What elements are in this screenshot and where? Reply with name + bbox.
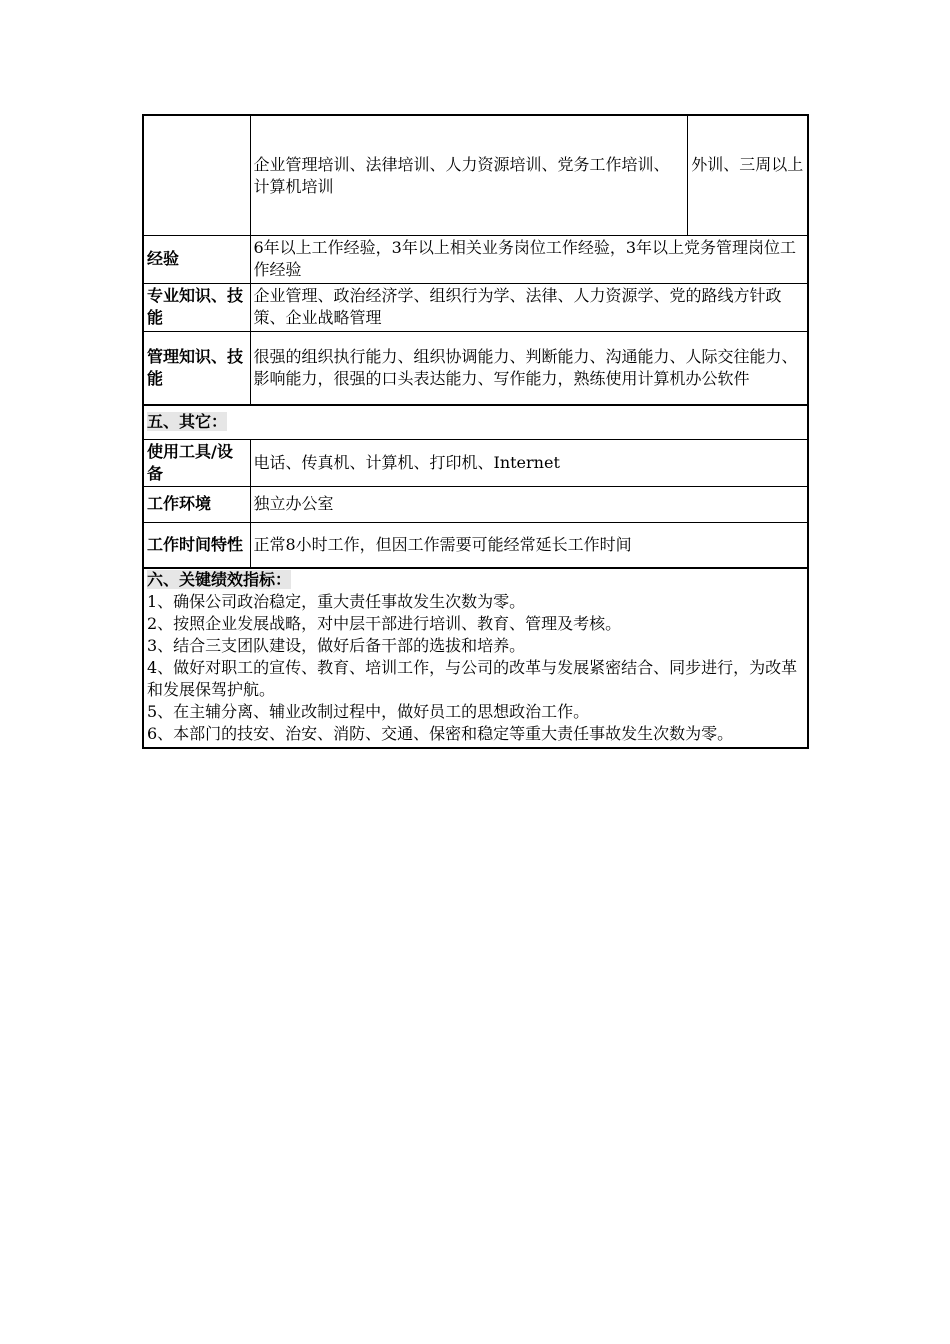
section6-title: 六、关键绩效指标：: [147, 570, 292, 589]
kpi-item: 1、确保公司政治稳定，重大责任事故发生次数为零。: [147, 592, 526, 611]
management-knowledge-value: 很强的组织执行能力、组织协调能力、判断能力、沟通能力、人际交往能力、影响能力，很强的口头表达能力、写作能力，熟练使用计算机办公软件: [250, 331, 808, 405]
kpi-item: 4、做好对职工的宣传、教育、培训工作，与公司的改革与发展紧密结合、同步进行，为改革和发展保驾护航。: [147, 658, 798, 699]
experience-row: [143, 235, 808, 283]
training-content: 企业管理培训、法律培训、人力资源培训、党务工作培训、计算机培训: [250, 115, 687, 235]
tools-value: 电话、传真机、计算机、打印机、Internet: [250, 439, 808, 486]
training-method: 外训、三周以上: [687, 115, 808, 235]
training-label-cell: [143, 115, 250, 235]
work-environment-label: 工作环境: [143, 486, 250, 522]
training-row: [143, 115, 808, 235]
professional-knowledge-value: 企业管理、政治经济学、组织行为学、法律、人力资源学、党的路线方针政策、企业战略管理: [250, 283, 808, 331]
professional-knowledge-label: 专业知识、技能: [143, 283, 250, 331]
kpi-item: 6、本部门的技安、治安、消防、交通、保密和稳定等重大责任事故发生次数为零。: [147, 724, 734, 743]
document-page: [142, 114, 807, 749]
professional-knowledge-row: [143, 283, 808, 331]
tools-row: [143, 439, 808, 486]
work-time-value: 正常8小时工作，但因工作需要可能经常延长工作时间: [250, 522, 808, 568]
kpi-item: 5、在主辅分离、辅业改制过程中，做好员工的思想政治工作。: [147, 702, 590, 721]
kpi-item: 3、结合三支团队建设，做好后备干部的选拔和培养。: [147, 636, 526, 655]
experience-value: 6年以上工作经验，3年以上相关业务岗位工作经验，3年以上党务管理岗位工作经验: [250, 235, 808, 283]
work-time-label: 工作时间特性: [143, 522, 250, 568]
job-description-table: [142, 114, 809, 749]
section5-title: 五、其它：: [147, 412, 228, 432]
tools-label: 使用工具/设备: [143, 439, 250, 486]
section6-row: [143, 568, 808, 748]
work-time-row: [143, 522, 808, 568]
section5-header-row: [143, 405, 808, 439]
work-environment-value: 独立办公室: [250, 486, 808, 522]
management-knowledge-label: 管理知识、技能: [143, 331, 250, 405]
kpi-item: 2、按照企业发展战略，对中层干部进行培训、教育、管理及考核。: [147, 614, 622, 633]
work-environment-row: [143, 486, 808, 522]
experience-label: 经验: [143, 235, 250, 283]
management-knowledge-row: [143, 331, 808, 405]
